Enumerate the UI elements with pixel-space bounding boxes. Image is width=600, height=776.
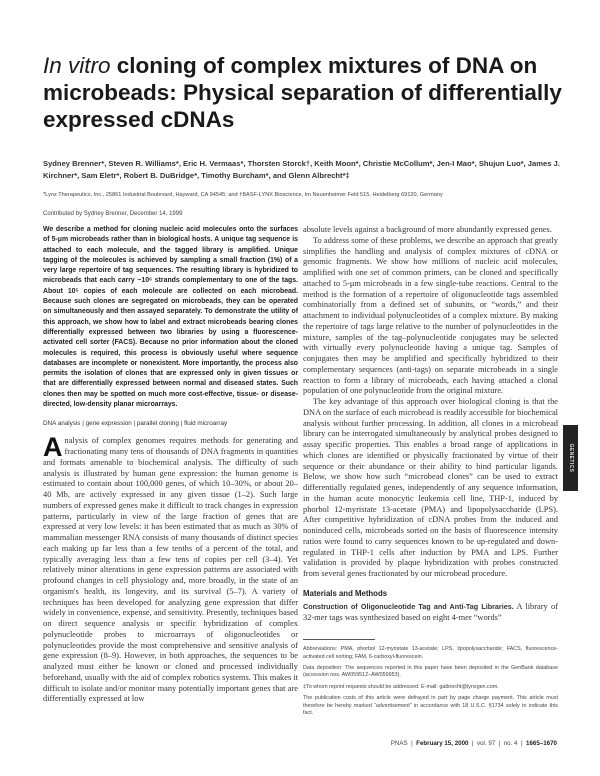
separator: |: [498, 740, 501, 747]
section-tab: [563, 425, 578, 491]
page-range: 1665–1670: [526, 740, 557, 747]
intro-paragraph-3: The key advantage of this approach over biological cloning is that the DNA on the surface of each microbead is readily accessible for biochemical analysis without further processing. In addition, all clones in a microbead library can be interrogated simultaneously by analytical probes designed to assay specific properties. This enables a broad range of applications in which clones are identified or physically fractionated by virtue of their sequence or their abundance or their ability to bind particular ligands. Below, we show how such “microbead clones” can be used to extract differentially regulated genes, independently of any sequence information, in the human acute monocytic leukemia cell line, THP-1, induced by phorbol 12-myristate 13-acetate (PMA) and lipopolysaccharide (LPS). After competitive hybridization of cDNA probes from the induced and noninduced cells, microbeads sorted on the basis of fluorescence intensity ratios were found to carry sequences known to be up-regulated and down-regulated in THP-1 cells after induction by PMA and LPS. Further validation is provided by plaque hybridization with probes constructed from several genes fractionated by our microbead procedure.: [303, 397, 558, 578]
author-list: Sydney Brenner*, Steven R. Williams*, Eric H. Vermaas*, Thorsten Storck†, Keith Moon*, Christie McCollum*, Jen-I Mao*, Shujun Luo*, James J. Kirchner*, Sam Eletr*, Robert B. DuBridge*, Timothy Burcham*, and Glenn Albrecht*‡: [43, 159, 560, 180]
intro-paragraph-1: [43, 432, 298, 705]
footnote-abbreviations: Abbreviations: PMA, phorbol 12-myristate 13-acetate; LPS, lipopolysaccharide; FACS, fluorescence-activated cell sorting; FAM, 6-carboxyl-fluorescein.: [303, 646, 558, 660]
methods-text: A library of 32-mer tags was synthesized based on eight 4-mer “words”: [303, 601, 558, 622]
title-italic: In vitro: [43, 53, 111, 78]
left-column: [43, 225, 298, 705]
footnote-divider: [303, 639, 375, 640]
footnote-reprints: ‡To whom reprint requests should be addressed. E-mail: galbrecht@lynxgen.com.: [303, 683, 499, 690]
intro-text: nalysis of complex genomes requires methods for generating and fractionating many tens of thousands of DNA fragments in quantities and formats amenable to biochemical analysis. The difficulty of such analysis is illustrated by human gene expression: the human genome is estimated to contain about 100,000 genes, of which 10–30%, or about 20–40 Mb, are actively expressed in any given tissue (1–2). Such large numbers of expressed genes make it difficult to track changes in expression patterns, particularly in view of the large fraction of genes that are expressed at very low levels: it has been estimated that as much as 30% of mammalian messenger RNA consists of many thousands of distinct species each making up far less than a few tenths of a percent of the total, and typically averaging less than a few tens of copies per cell (3–4). Yet relatively minor alterations in gene expression patterns are associated with profound changes in cell physiology and, more broadly, in the state of an organism's health, its longevity, and its survival (5–7). A variety of techniques has been developed for analyzing gene expression that differ widely in convenience, expense, and sensitivity. Presently, techniques based on direct sequence analysis or specific hybridization of complex polynucleotide probes to microarrays of oligonucleotides or polynucleotides provide the most comprehensive and sensitive analysis of gene expression (8–9). However, in both approaches, the sequences to be analyzed must either be known or cloned and processed individually beforehand, usually with the aid of complex robotics systems. This makes it difficult to isolate and/or monitor many potentially important genes that are differentially expressed at low: [43, 436, 298, 704]
methods-heading: Materials and Methods: [303, 588, 388, 598]
page-footer: [360, 740, 557, 747]
drop-cap: A: [43, 432, 63, 463]
footnote-publication-costs: The publication costs of this article were defrayed in part by page charge payment. This article must therefore be hereby marked “advertisement” in accordance with 18 U.S.C. §1734 solely to indicate this fact.: [303, 695, 558, 717]
intro-paragraph-1-continued: absolute levels against a background of more abundantly expressed genes.: [303, 225, 552, 234]
issue-date: February 15, 2000: [416, 740, 469, 747]
methods-paragraph: [303, 602, 558, 624]
keywords: DNA analysis | gene expression | parallel cloning | fluid microarray: [43, 420, 228, 428]
volume: vol. 97: [476, 740, 496, 747]
section-tab-label: GENETICS: [567, 443, 574, 473]
affiliations: *Lynx Therapeutics, Inc., 25861 Industrial Boulevard, Hayward, CA 94545; and †BASF-LYNX Bioscience, Im Neuenheimer Feld 515, Heidelberg 69120, Germany: [43, 192, 443, 198]
right-column: [303, 225, 558, 722]
article-title: [43, 52, 563, 133]
contributed-by: Contributed by Sydney Brenner, December 14, 1999: [43, 211, 183, 217]
title-rest: cloning of complex mixtures of DNA on microbeads: Physical separation of differentially expressed cDNAs: [43, 53, 562, 132]
methods-subheading: Construction of Oligonucleotide Tag and Anti-Tag Libraries.: [303, 601, 514, 611]
intro-paragraph-2: To address some of these problems, we describe an approach that greatly simplifies the handling and analysis of complex mixtures of cDNA or genomic fragments. We show how millions of nucleic acid molecules, amplified with one set of common primers, can be cloned and specifically attached to 5-μm microbeads in a few single-tube reactions. Central to the method is the formation of a repertoire of oligonucleotide tags assembled combinatorially from a defined set of subunits, or “words,” and their attachment to individual polynucleotides of a complex mixture. By making the repertoire of tags large relative to the number of polynucleotides in the mixture, samples of the tag–polynucleotide conjugates may be selected with virtually every polynucleotide having a unique tag. Samples of conjugates then may be amplified and specifically hybridized to their complementary sequences (anti-tags) on separate microbeads in a single reaction to form a library of microbeads, each having attached a clonal population of one polynucleotide from the original mixture.: [303, 235, 558, 396]
abstract: We describe a method for cloning nucleic acid molecules onto the surfaces of 5-μm microbeads rather than in biological hosts. A unique tag sequence is attached to each molecule, and the tagged library is amplified. Unique tagging of the molecules is achieved by sampling a small fraction (1%) of a very large repertoire of tag sequences. The resulting library is hybridized to microbeads that each carry ~10⁶ strands complementary to one of the tags. About 10⁵ copies of each molecule are collected on each microbead. Because such clones are segregated on microbeads, they can be operated on simultaneously and then assayed separately. To demonstrate the utility of this approach, we show how to label and extract microbeads bearing clones differentially expressed between two libraries by using a fluorescence-activated cell sorter (FACS). Because no prior information about the cloned molecules is required, this process is obviously useful where sequence databases are incomplete or nonexistent. More importantly, the process also permits the isolation of clones that are expressed only in given tissues or that are differentially expressed between normal and diseased states. Such clones then may be spotted on much more cost-effective, tissue- or disease-directed, low-density planar microarrays.: [43, 226, 298, 409]
separator: |: [520, 740, 523, 747]
separator: |: [411, 740, 413, 747]
journal-name: PNAS: [390, 740, 408, 747]
footnote-data-deposition: Data deposition: The sequences reported in this paper have been deposited in the GenBank database (accession nos. AW059512–AW059953).: [303, 665, 558, 679]
separator: |: [471, 740, 474, 747]
issue-number: no. 4: [503, 740, 518, 747]
